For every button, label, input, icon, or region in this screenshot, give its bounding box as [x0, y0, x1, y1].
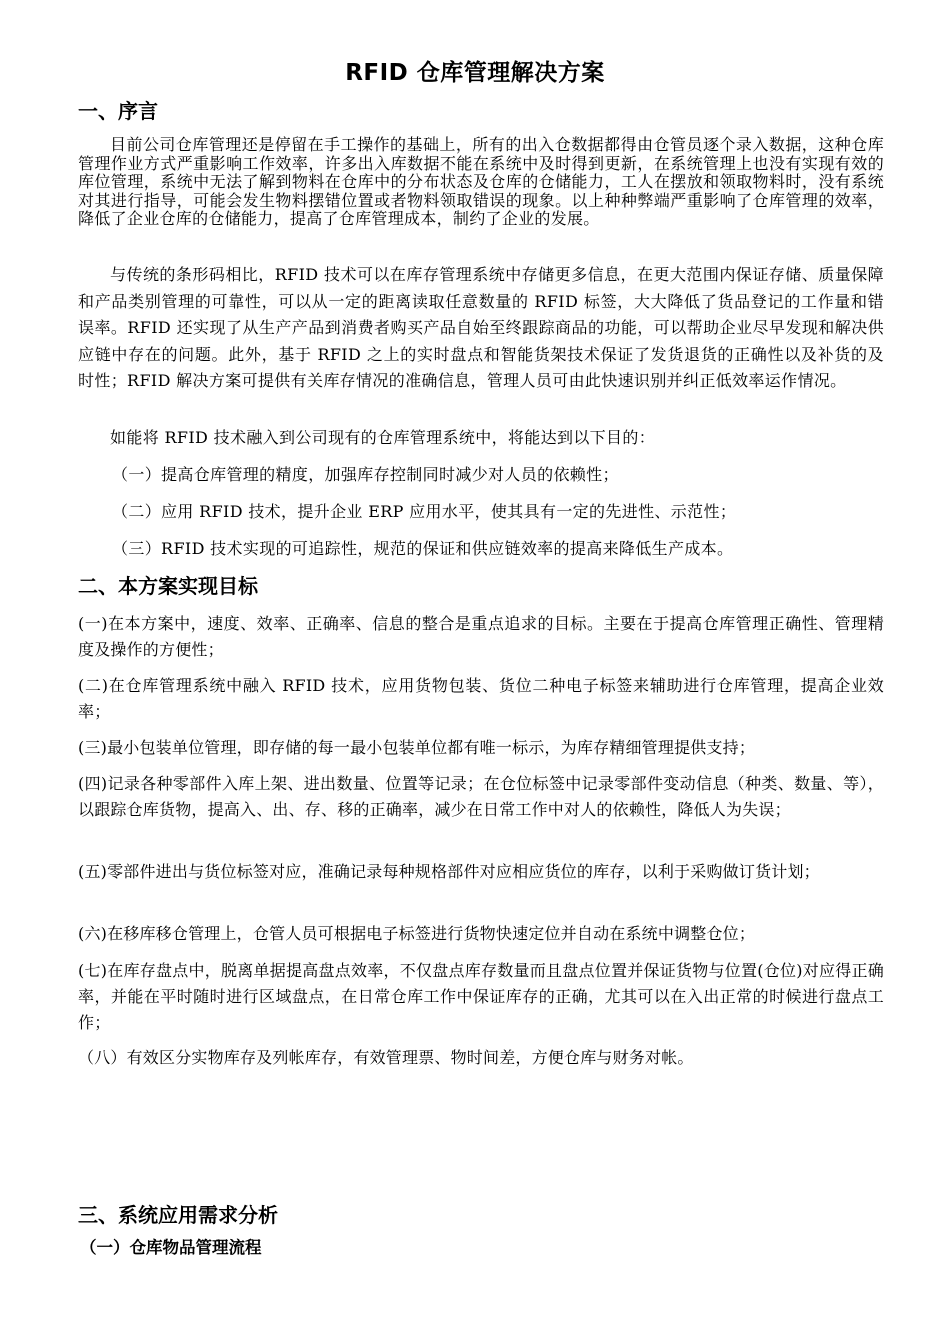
objective-item: (二)在仓库管理系统中融入 RFID 技术，应用货物包装、货位二种电子标签来辅助进行仓库管理，提高企业效率； [78, 676, 884, 721]
preface-paragraph-2: 与传统的条形码相比，RFID 技术可以在库存管理系统中存储更多信息，在更大范围内保证存储、质量保障和产品类别管理的可靠性，可以从一定的距离读取任意数量的 RFID 标签，大大降低了货品登记的工作量和错误率。RFID 还实现了从生产产品到消费者购买产品自始至终跟踪商品的功能，可以帮助企业尽早发现和解决供应链中存在的问题。此外，基于 RFID 之上的实时盘点和智能货架技术保证了发货退货的正确性以及补货的及时性；RFID 解决方案可提供有关库存情况的准确信息，管理人员可由此快速识别并纠正低效率运作情况。 [78, 265, 884, 390]
objective-item: (一)在本方案中，速度、效率、正确率、信息的整合是重点追求的目标。主要在于提高仓库管理正确性、管理精度及操作的方便性； [78, 614, 884, 659]
objective-item: (六)在移库移仓管理上，仓管人员可根据电子标签进行货物快速定位并自动在系统中调整仓位； [78, 924, 756, 943]
preface-goal-item: （一）提高仓库管理的精度，加强库存控制同时减少对人员的依赖性； [112, 465, 619, 484]
section-heading-preface: 一、序言 [78, 99, 158, 123]
objective-item: （八）有效区分实物库存及列帐库存，有效管理票、物时间差，方便仓库与财务对帐。 [78, 1048, 694, 1067]
objective-item: (七)在库存盘点中，脱离单据提高盘点效率，不仅盘点库存数量而且盘点位置并保证货物与位置(仓位)对应得正确率，并能在平时随时进行区域盘点，在日常仓库工作中保证库存的正确，尤其可以在入出正常的时候进行盘点工作； [78, 961, 884, 1032]
preface-paragraph-1: 目前公司仓库管理还是停留在手工操作的基础上，所有的出入仓数据都得由仓管员逐个录入数据，这种仓库管理作业方式严重影响工作效率，许多出入库数据不能在系统中及时得到更新，在系统管理上也没有实现有效的库位管理，系统中无法了解到物料在仓库中的分布状态及仓库的仓储能力，工人在摆放和领取物料时，没有系统对其进行指导，可能会发生物料摆错位置或者物料领取错误的现象。以上种种弊端严重影响了仓库管理的效率，降低了企业仓库的仓储能力，提高了仓库管理成本，制约了企业的发展。 [78, 135, 884, 228]
preface-goal-item: （二）应用 RFID 技术，提升企业 ERP 应用水平，使其具有一定的先进性、示范性； [112, 502, 737, 521]
objective-item: (四)记录各种零部件入库上架、进出数量、位置等记录；在仓位标签中记录零部件变动信息（种类、数量、等），以跟踪仓库货物，提高入、出、存、移的正确率，减少在日常工作中对人的依赖性，降低人为失误； [78, 774, 884, 819]
objective-item: (三)最小包装单位管理，即存储的每一最小包装单位都有唯一标示，为库存精细管理提供支持； [78, 738, 756, 757]
section-heading-objectives: 二、本方案实现目标 [78, 574, 258, 598]
document-title: RFID 仓库管理解决方案 [345, 60, 605, 86]
preface-paragraph-3: 如能将 RFID 技术融入到公司现有的仓库管理系统中，将能达到以下目的： [110, 428, 656, 447]
section-heading-requirements: 三、系统应用需求分析 [78, 1203, 278, 1227]
subsection-heading-warehouse-flow: （一）仓库物品管理流程 [80, 1238, 262, 1257]
objective-item: (五)零部件进出与货位标签对应，准确记录每种规格部件对应相应货位的库存，以利于采购做订货计划； [78, 862, 820, 881]
preface-goal-item: （三）RFID 技术实现的可追踪性，规范的保证和供应链效率的提高来降低生产成本。 [112, 539, 734, 558]
